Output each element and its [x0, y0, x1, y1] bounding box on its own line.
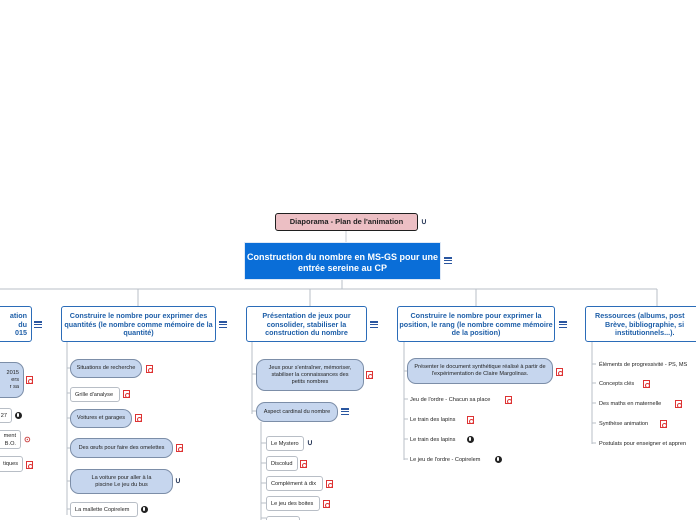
pdf-icon[interactable]	[176, 444, 183, 452]
central-topic-label: Construction du nombre en MS-GS pour une entrée sereine au CP	[247, 252, 438, 273]
pdf-icon[interactable]	[26, 376, 33, 384]
resources-item-postulates[interactable]	[599, 440, 686, 448]
games-item-training[interactable]	[256, 359, 364, 391]
position-item-rabbit-train-2[interactable]	[410, 436, 455, 444]
games-item-cardinal[interactable]	[256, 402, 338, 422]
attachment-icon[interactable]: ∪	[175, 476, 181, 485]
note-icon[interactable]	[34, 321, 42, 329]
pdf-icon[interactable]	[300, 460, 307, 468]
quantities-item-mallette[interactable]	[70, 502, 138, 517]
main-topic-resources[interactable]	[585, 306, 696, 342]
position-item-document[interactable]	[407, 358, 553, 384]
quantities-item-1-label: Situations de recherche	[76, 365, 136, 371]
quantities-item-research[interactable]	[70, 359, 142, 378]
left-item-2[interactable]	[0, 408, 12, 423]
games-subitem-complement[interactable]	[266, 476, 323, 491]
position-item-order-game[interactable]	[410, 396, 490, 404]
position-item-5-label: Le jeu de l'ordre - Copirelem	[410, 457, 481, 463]
games-subitem-2-label: Discolud	[271, 461, 293, 467]
central-topic[interactable]	[245, 243, 440, 279]
pdf-icon[interactable]	[366, 371, 373, 379]
pdf-icon[interactable]	[556, 368, 563, 376]
left-item-3[interactable]	[0, 430, 21, 449]
left-item-2-label: 27	[0, 413, 7, 419]
quantities-item-2-label: Grille d'analyse	[75, 392, 114, 398]
position-item-4-label: Le train des lapins	[410, 437, 456, 443]
resources-title-line-1: Ressources (albums, post	[595, 311, 685, 320]
note-icon[interactable]	[559, 321, 567, 329]
main-topic-games[interactable]	[246, 306, 367, 342]
resources-item-progression[interactable]	[599, 361, 687, 369]
quantities-item-6-label: La mallette Copirelem	[75, 507, 130, 513]
left-item-4[interactable]	[0, 456, 23, 472]
attachment-icon[interactable]: ∪	[421, 217, 427, 226]
resources-item-2-label: Concepts clés	[599, 381, 635, 387]
pdf-icon[interactable]	[467, 416, 474, 424]
web-link-icon[interactable]	[141, 506, 148, 513]
pdf-icon[interactable]	[660, 420, 667, 428]
quantities-item-cars[interactable]	[70, 409, 132, 428]
note-icon[interactable]	[370, 321, 378, 329]
pdf-icon[interactable]	[123, 390, 130, 398]
resources-item-3-label: Des maths en maternelle	[599, 401, 662, 407]
main-topic-left-partial[interactable]	[0, 306, 32, 342]
resources-item-synthesis[interactable]	[599, 420, 648, 428]
games-item-1-label: Jeux pour s'entraîner, mémoriser, stabiliser la connaissances des petits nombres	[268, 364, 352, 385]
web-link-icon[interactable]	[495, 456, 502, 463]
quantities-item-4-label: Des œufs pour faire des omelettes	[78, 444, 165, 451]
resources-item-1-label: Éléments de progressivité - PS, MS	[599, 362, 688, 368]
resources-item-maths[interactable]	[599, 400, 661, 408]
note-icon[interactable]	[444, 257, 452, 265]
quantities-item-bus[interactable]	[70, 469, 173, 494]
web-link-icon[interactable]	[15, 412, 22, 419]
note-icon[interactable]	[341, 408, 349, 416]
pdf-icon[interactable]	[135, 414, 142, 422]
left-item-1-line-2: ers	[11, 376, 19, 383]
games-subitem-4-label: Le jeu des boites	[271, 501, 314, 507]
quantities-item-eggs[interactable]	[70, 438, 173, 458]
left-item-4-label: tiques	[3, 461, 18, 467]
resources-item-5-label: Postulats pour enseigner et appren	[599, 441, 687, 447]
left-item-3-line-1: ment	[3, 433, 16, 439]
games-title: Présentation de jeux pour consolider, stabiliser la construction du nombre	[262, 311, 351, 338]
main-topic-position[interactable]	[397, 306, 555, 342]
position-item-3-label: Le train des lapins	[410, 417, 456, 423]
resources-item-4-label: Synthèse animation	[599, 421, 649, 427]
web-link-icon[interactable]	[467, 436, 474, 443]
games-subitem-mystero[interactable]	[266, 436, 304, 451]
left-item-3-line-2: B.O.	[4, 441, 16, 447]
quantities-item-5-label: La voiture pour aller à la piscine Le jeu du bus	[91, 474, 152, 488]
position-item-copirelem[interactable]	[410, 456, 480, 464]
left-title-line-3: 015	[15, 328, 27, 338]
main-topic-quantities[interactable]	[61, 306, 216, 342]
attachment-icon[interactable]: ∪	[307, 438, 313, 447]
slideshow-plan-topic[interactable]	[275, 213, 418, 231]
games-item-2-label: Aspect cardinal du nombre	[263, 408, 331, 415]
games-subitem-discolud[interactable]	[266, 456, 298, 471]
games-subitem-1-label: Le Mystero	[271, 441, 299, 447]
position-item-2-label: Jeu de l'ordre - Chacun sa place	[410, 397, 491, 403]
resources-title-line-3: institutionnels...).	[615, 328, 675, 338]
left-title-line-2: du	[18, 319, 27, 329]
resources-item-concepts[interactable]	[599, 380, 634, 388]
left-item-1[interactable]	[0, 362, 24, 398]
left-item-1-line-3: r sa	[9, 383, 19, 390]
pdf-icon[interactable]	[643, 380, 650, 388]
quantities-item-grid[interactable]	[70, 387, 120, 402]
games-subitem-3-label: Complément à dix	[271, 481, 317, 487]
note-icon[interactable]	[219, 321, 227, 329]
position-item-1-label: Présenter le document synthétique réalisé à partir de l'expérimentation de Claire Margolinas.	[414, 364, 546, 377]
attachment-icon[interactable]: ⊙	[24, 435, 31, 444]
position-item-rabbit-train-1[interactable]	[410, 416, 455, 424]
pdf-icon[interactable]	[675, 400, 682, 408]
quantities-item-3-label: Voitures et garages	[76, 415, 126, 421]
left-title-line-1: ation	[9, 311, 27, 320]
quantities-title: Construire le nombre pour exprimer des quantités (le nombre comme mémoire de la quantité)	[64, 311, 213, 338]
position-title: Construire le nombre pour exprimer la position, le rang (le nombre comme mémoire de la position)	[399, 311, 553, 338]
pdf-icon[interactable]	[505, 396, 512, 404]
games-subitem-more[interactable]	[266, 516, 300, 520]
games-subitem-boxes[interactable]	[266, 496, 320, 511]
pdf-icon[interactable]	[26, 461, 33, 469]
resources-title-line-2: Brève, bibliographie, si	[605, 319, 685, 329]
slideshow-plan-label: Diaporama - Plan de l'animation	[289, 217, 404, 226]
pdf-icon[interactable]	[326, 480, 333, 488]
left-item-1-line-1: 2015	[6, 369, 19, 376]
pdf-icon[interactable]	[146, 365, 153, 373]
pdf-icon[interactable]	[323, 500, 330, 508]
